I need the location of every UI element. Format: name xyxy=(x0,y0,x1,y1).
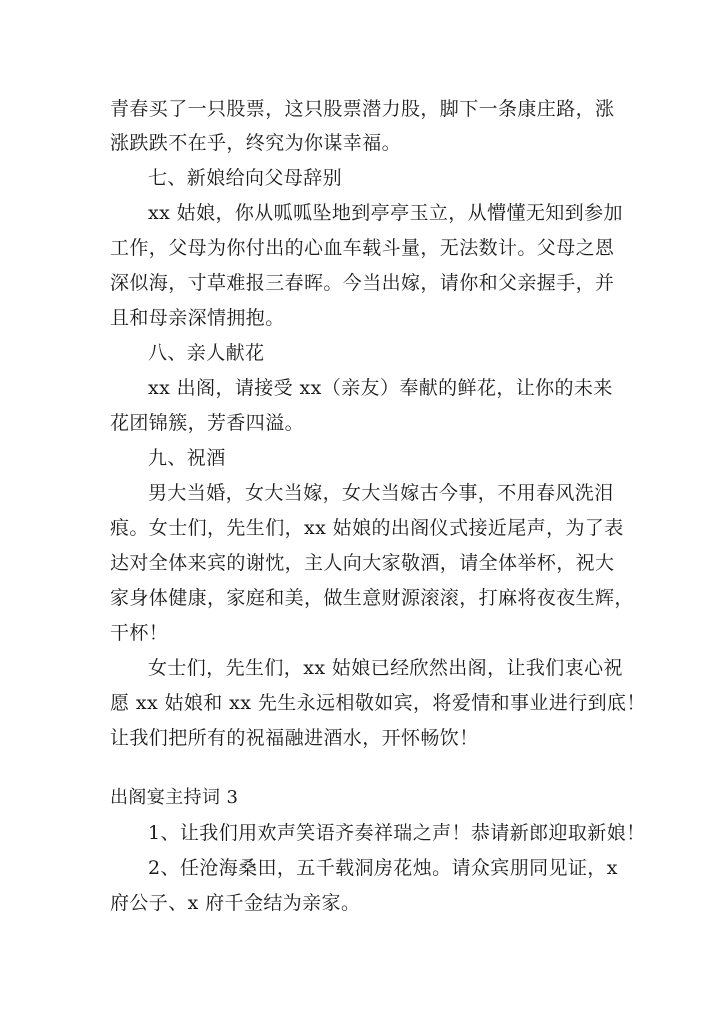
paragraph-line: xx 出阁，请接受 xx（亲友）奉献的鲜花，让你的未来 xyxy=(148,377,613,399)
paragraph-line: 女士们，先生们，xx 姑娘已经欣然出阁，让我们衷心祝 xyxy=(148,657,623,679)
paragraph-line: xx 姑娘，你从呱呱坠地到亭亭玉立，从懵懂无知到参加 xyxy=(148,202,623,224)
paragraph-line: 让我们把所有的祝福融进酒水，开怀畅饮！ xyxy=(110,727,479,749)
paragraph-line: 涨跌跌不在乎，终究为你谋幸福。 xyxy=(110,132,402,154)
paragraph-line: 且和母亲深情拥抱。 xyxy=(110,307,285,329)
paragraph-line: 达对全体来宾的谢忱，主人向大家敬酒，请全体举杯，祝大 xyxy=(110,552,615,574)
paragraph-line: 深似海，寸草难报三春晖。今当出嫁，请你和父亲握手，并 xyxy=(110,272,615,294)
paragraph-line: 家身体健康，家庭和美，做生意财源滚滚，打麻将夜夜生辉， xyxy=(110,587,634,609)
section-heading: 七、新娘给向父母辞别 xyxy=(148,167,343,189)
paragraph-line: 男大当婚，女大当嫁，女大当嫁古今事，不用春风洗泪 xyxy=(148,482,614,504)
paragraph-line: 2、任沧海桑田，五千载洞房花烛。请众宾朋同见证，x xyxy=(148,857,618,879)
article-title: 出阁宴主持词 3 xyxy=(110,787,239,808)
section-heading: 九、祝酒 xyxy=(148,447,226,469)
paragraph-line: 府公子、x 府千金结为亲家。 xyxy=(110,892,361,914)
paragraph-line: 痕。女士们，先生们，xx 姑娘的出阁仪式接近尾声，为了表 xyxy=(110,517,624,539)
paragraph-line: 花团锦簇，芳香四溢。 xyxy=(110,412,305,434)
paragraph-line: 愿 xx 姑娘和 xx 先生永远相敬如宾，将爱情和事业进行到底！ xyxy=(110,692,646,714)
paragraph-line: 1、让我们用欢声笑语齐奏祥瑞之声！恭请新郎迎取新娘！ xyxy=(148,822,646,844)
paragraph-line: 青春买了一只股票，这只股票潜力股，脚下一条康庄路，涨 xyxy=(110,98,615,120)
paragraph-line: 干杯！ xyxy=(110,622,169,644)
paragraph-line: 工作，父母为你付出的心血车载斗量，无法数计。父母之恩 xyxy=(110,237,615,259)
section-heading: 八、亲人献花 xyxy=(148,342,265,364)
